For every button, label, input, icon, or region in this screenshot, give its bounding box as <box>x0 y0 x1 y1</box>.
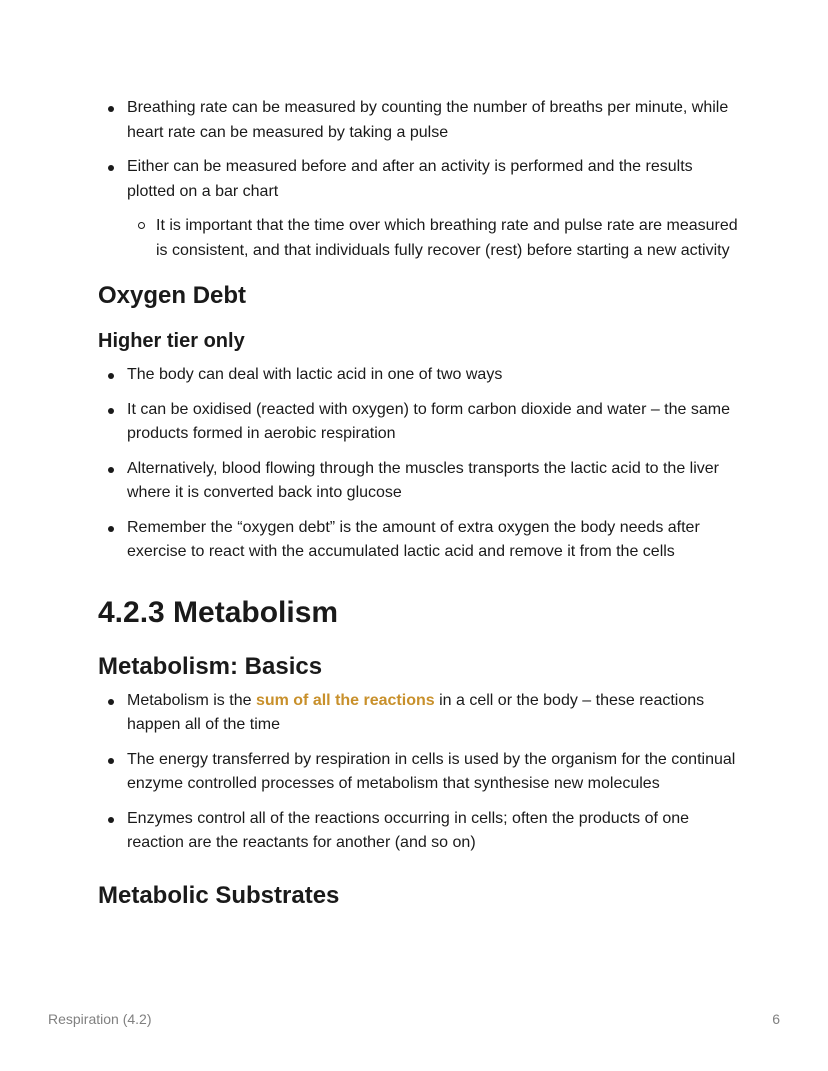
highlight-text: sum of all the reactions <box>255 691 435 709</box>
list-item <box>98 689 738 738</box>
list-item-text: Either can be measured before and after an activity is performed and the results plotted on a bar chart <box>127 158 693 200</box>
nested-list-item: It is important that the time over which breathing rate and pulse rate are measured is consistent, and that individuals fully recover (rest) before starting a new activity <box>127 214 738 263</box>
list-item: The energy transferred by respiration in cells is used by the organism for the continual enzyme controlled processes of metabolism that synthesise new molecules <box>98 748 738 797</box>
section-title: 4.2.3 Metabolism <box>98 595 339 629</box>
footer-section-label: Respiration (4.2) <box>48 1011 152 1027</box>
list-item: Enzymes control all of the reactions occurring in cells; often the products of one reaction are the reactants for another (and so on) <box>98 807 738 856</box>
list-item: The body can deal with lactic acid in one of two ways <box>98 363 738 388</box>
metabolic-substrates-heading: Metabolic Substrates <box>98 881 340 909</box>
list-item <box>98 155 738 263</box>
item-text-after: in a cell or the body – these reactions happen all of the time <box>127 691 705 733</box>
list-item: Alternatively, blood flowing through the muscles transports the lactic acid to the liver where it is converted back into glucose <box>98 457 738 506</box>
metabolism-basics-heading: Metabolism: Basics <box>98 652 323 680</box>
oxygen-debt-heading: Oxygen Debt <box>98 282 247 309</box>
metabolism-list <box>98 689 738 856</box>
list-item: Breathing rate can be measured by counting the number of breaths per minute, while heart rate can be measured by taking a pulse <box>98 96 738 145</box>
oxygen-debt-list <box>98 363 738 565</box>
higher-tier-subheading: Higher tier only <box>98 330 245 352</box>
list-item: Remember the “oxygen debt” is the amount of extra oxygen the body needs after exercise to react with the accumulated lactic acid and remove it from the cells <box>98 516 738 565</box>
item-text-before: Metabolism is the <box>127 691 256 709</box>
nested-list <box>127 214 738 263</box>
page-content <box>98 96 738 911</box>
page-number: 6 <box>772 1011 780 1027</box>
breathing-list <box>98 96 738 263</box>
list-item: It can be oxidised (reacted with oxygen) to form carbon dioxide and water – the same products formed in aerobic respiration <box>98 398 738 447</box>
